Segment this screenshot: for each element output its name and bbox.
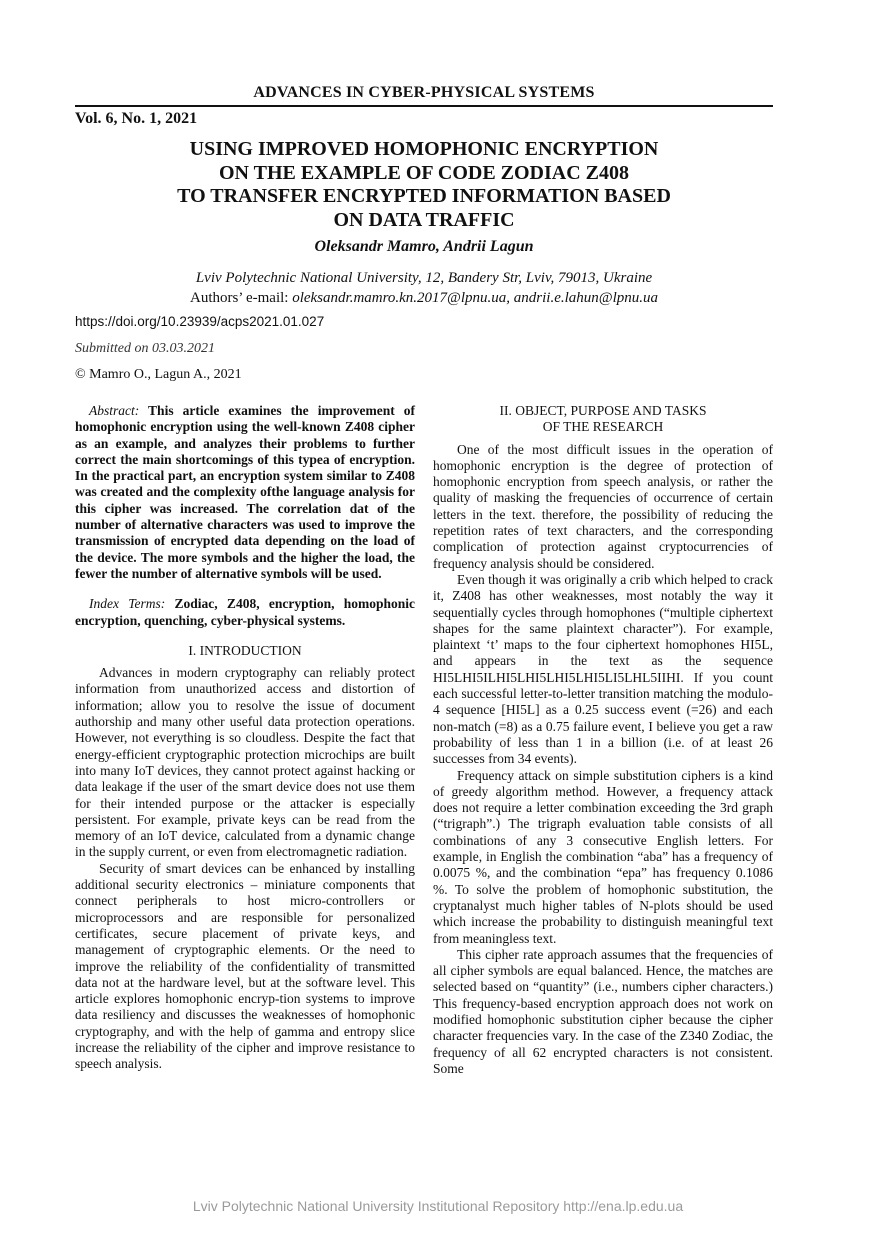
index-terms: [75, 596, 415, 629]
paragraph: Even though it was originally a crib which helped to crack it, Z408 has other weaknesses, most notably the way it sequentially cycles through homophones (“multiple ciphertext shapes for the same plaintext character”). For example, plaintext ‘t’ maps to the four ciphertext homophones HI5L, and appears in the text as the sequence HI5LHI5ILHI5LHI5LHI5LHI5LI5LHL5IIHI. If you count each successful letter-to-letter transition matching the modulo-4 sequence [HI5L] as a 0.25 success event (=26) and each non-match (=8) as a 0.75 failure event, I believe you get a raw probability of less than 1 in a billion (i.e. of at least 26 successes from 34 events).: [433, 571, 773, 767]
paragraph: Security of smart devices can be enhanced by installing additional security electronics – miniature components that connect peripherals to host micro-controllers or microprocessors and are responsible for personalized certificates, secure placement of private keys, and management of cryptographic elements. Or the need to improve the reliability of the confidentiality of transmitted data not at the hardware level, but at the software level. This article explores homophonic encryp-tion systems to improve data resiliency and discusses the weaknesses of homophonic cryptography, and with the help of gamma and entropy slice increase the reliability of the cipher and improve resistance to speech analysis.: [75, 860, 415, 1072]
abstract: [75, 403, 415, 582]
affiliation-block: [75, 268, 773, 308]
paragraph: Advances in modern cryptography can reliably protect information from unauthorized access and distortion of information; allow you to resolve the issue of document authorship and many other useful data protection operations. However, not everything is so cloudless. Despite the fact that energy-efficient cryptographic protection microchips are built into many IoT devices, they cannot protect against hacking or data leakage if the user of the smart device does not use them for their intended purpose or the attacker is especially persistent. For example, private keys can be read from the memory of an IoT device, calculated from a dynamic change in the supply current, or even from electromagnetic radiation.: [75, 665, 415, 860]
abstract-text: This article examines the improvement of homophonic encryption using the well-known Z408 cipher as an example, and analyzes their problems to further correct the main shortcomings of this typea of encryption. In the practical part, an encryption system similar to Z408 was created and the complexity ofthe language analysis for this cipher was increased. The correlation dat of the number of alternative characters was used to improve the transmission of encrypted data depending on the load of the device. The more symbols and the higher the load, the fewer the number of alternative symbols will be used.: [75, 403, 415, 581]
author-emails[interactable]: oleksandr.mamro.kn.2017@lpnu.ua, andrii.e.lahun@lpnu.ua: [292, 290, 658, 306]
title-line: USING IMPROVED HOMOPHONIC ENCRYPTION: [189, 138, 659, 160]
title-line: ON THE EXAMPLE OF CODE ZODIAC Z408: [218, 161, 630, 184]
index-terms-label: Index Terms:: [89, 596, 166, 612]
authors: Oleksandr Mamro, Andrii Lagun: [314, 238, 534, 255]
left-column: [75, 403, 415, 1073]
abstract-label: Abstract:: [89, 403, 140, 418]
header-rule: [75, 105, 773, 107]
right-column: [433, 403, 773, 1077]
section-heading-object-purpose: [433, 403, 773, 436]
paragraph: This cipher rate approach assumes that the frequencies of all cipher symbols are equal balanced. Hence, the matches are selected based on “quantity” (i.e., numbers cipher characters.) This frequency-based encryption approach does not work on modified homophonic substitution cipher because the cipher character frequencies vary. In the case of the Z340 Zodiac, the frequency of all 62 encrypted characters is not consistent. Some: [433, 946, 773, 1076]
copyright: © Mamro O., Lagun A., 2021: [75, 367, 242, 382]
emails-line: [75, 288, 773, 308]
index-terms-text: Zodiac, Z408, encryption, homophonic encryption, quenching, cyber-physical systems.: [75, 596, 415, 628]
repository-footer: Lviv Polytechnic National University Institutional Repository http://ena.lp.edu.ua: [192, 1198, 684, 1214]
section-heading-line: OF THE RESEARCH: [542, 419, 664, 435]
doi-link[interactable]: https://doi.org/10.23939/acps2021.01.027: [75, 314, 325, 329]
section-heading-line: II. OBJECT, PURPOSE AND TASKS: [499, 403, 707, 418]
section-heading-introduction: I. INTRODUCTION: [188, 642, 302, 658]
submitted-date: Submitted on 03.03.2021: [75, 341, 215, 356]
email-label: Authors’ e-mail:: [190, 290, 293, 306]
paragraph: Frequency attack on simple substitution ciphers is a kind of greedy algorithm method. However, a frequency attack does not require a letter combination exceeding the 3rd graph (“trigraph”.) The trigraph evaluation table consists of all combinations of any 3 consecutive English letters. For example, in English the combination “aba” has a frequency of 0.0075 %, and the combination “epa” has frequency 0.1086 %. To solve the problem of homophonic substitution, the cryptanalyst much higher tables of N-plots should be used which increase the probability to distinguish meaningful text from meaningless text.: [433, 767, 773, 946]
volume-info: Vol. 6, No. 1, 2021: [75, 110, 198, 127]
paragraph: One of the most difficult issues in the operation of homophonic encryption is the degree of protection of homophonic encryption from speech analysis, or rather the quality of masking the frequencies of occurrence of certain letters in the text. therefore, the possibility of reducing the repetition rates of text characters, and the corresponding complication of protection against cryptocurrencies of frequency analysis should be considered.: [433, 441, 773, 571]
affiliation: Lviv Polytechnic National University, 12, Bandery Str, Lviv, 79013, Ukraine: [195, 270, 653, 286]
paper-title: [75, 138, 773, 232]
title-line: ON DATA TRAFFIC: [333, 208, 515, 231]
journal-name: ADVANCES IN CYBER-PHYSICAL SYSTEMS: [253, 84, 595, 101]
title-line: TO TRANSFER ENCRYPTED INFORMATION BASED: [177, 185, 671, 207]
